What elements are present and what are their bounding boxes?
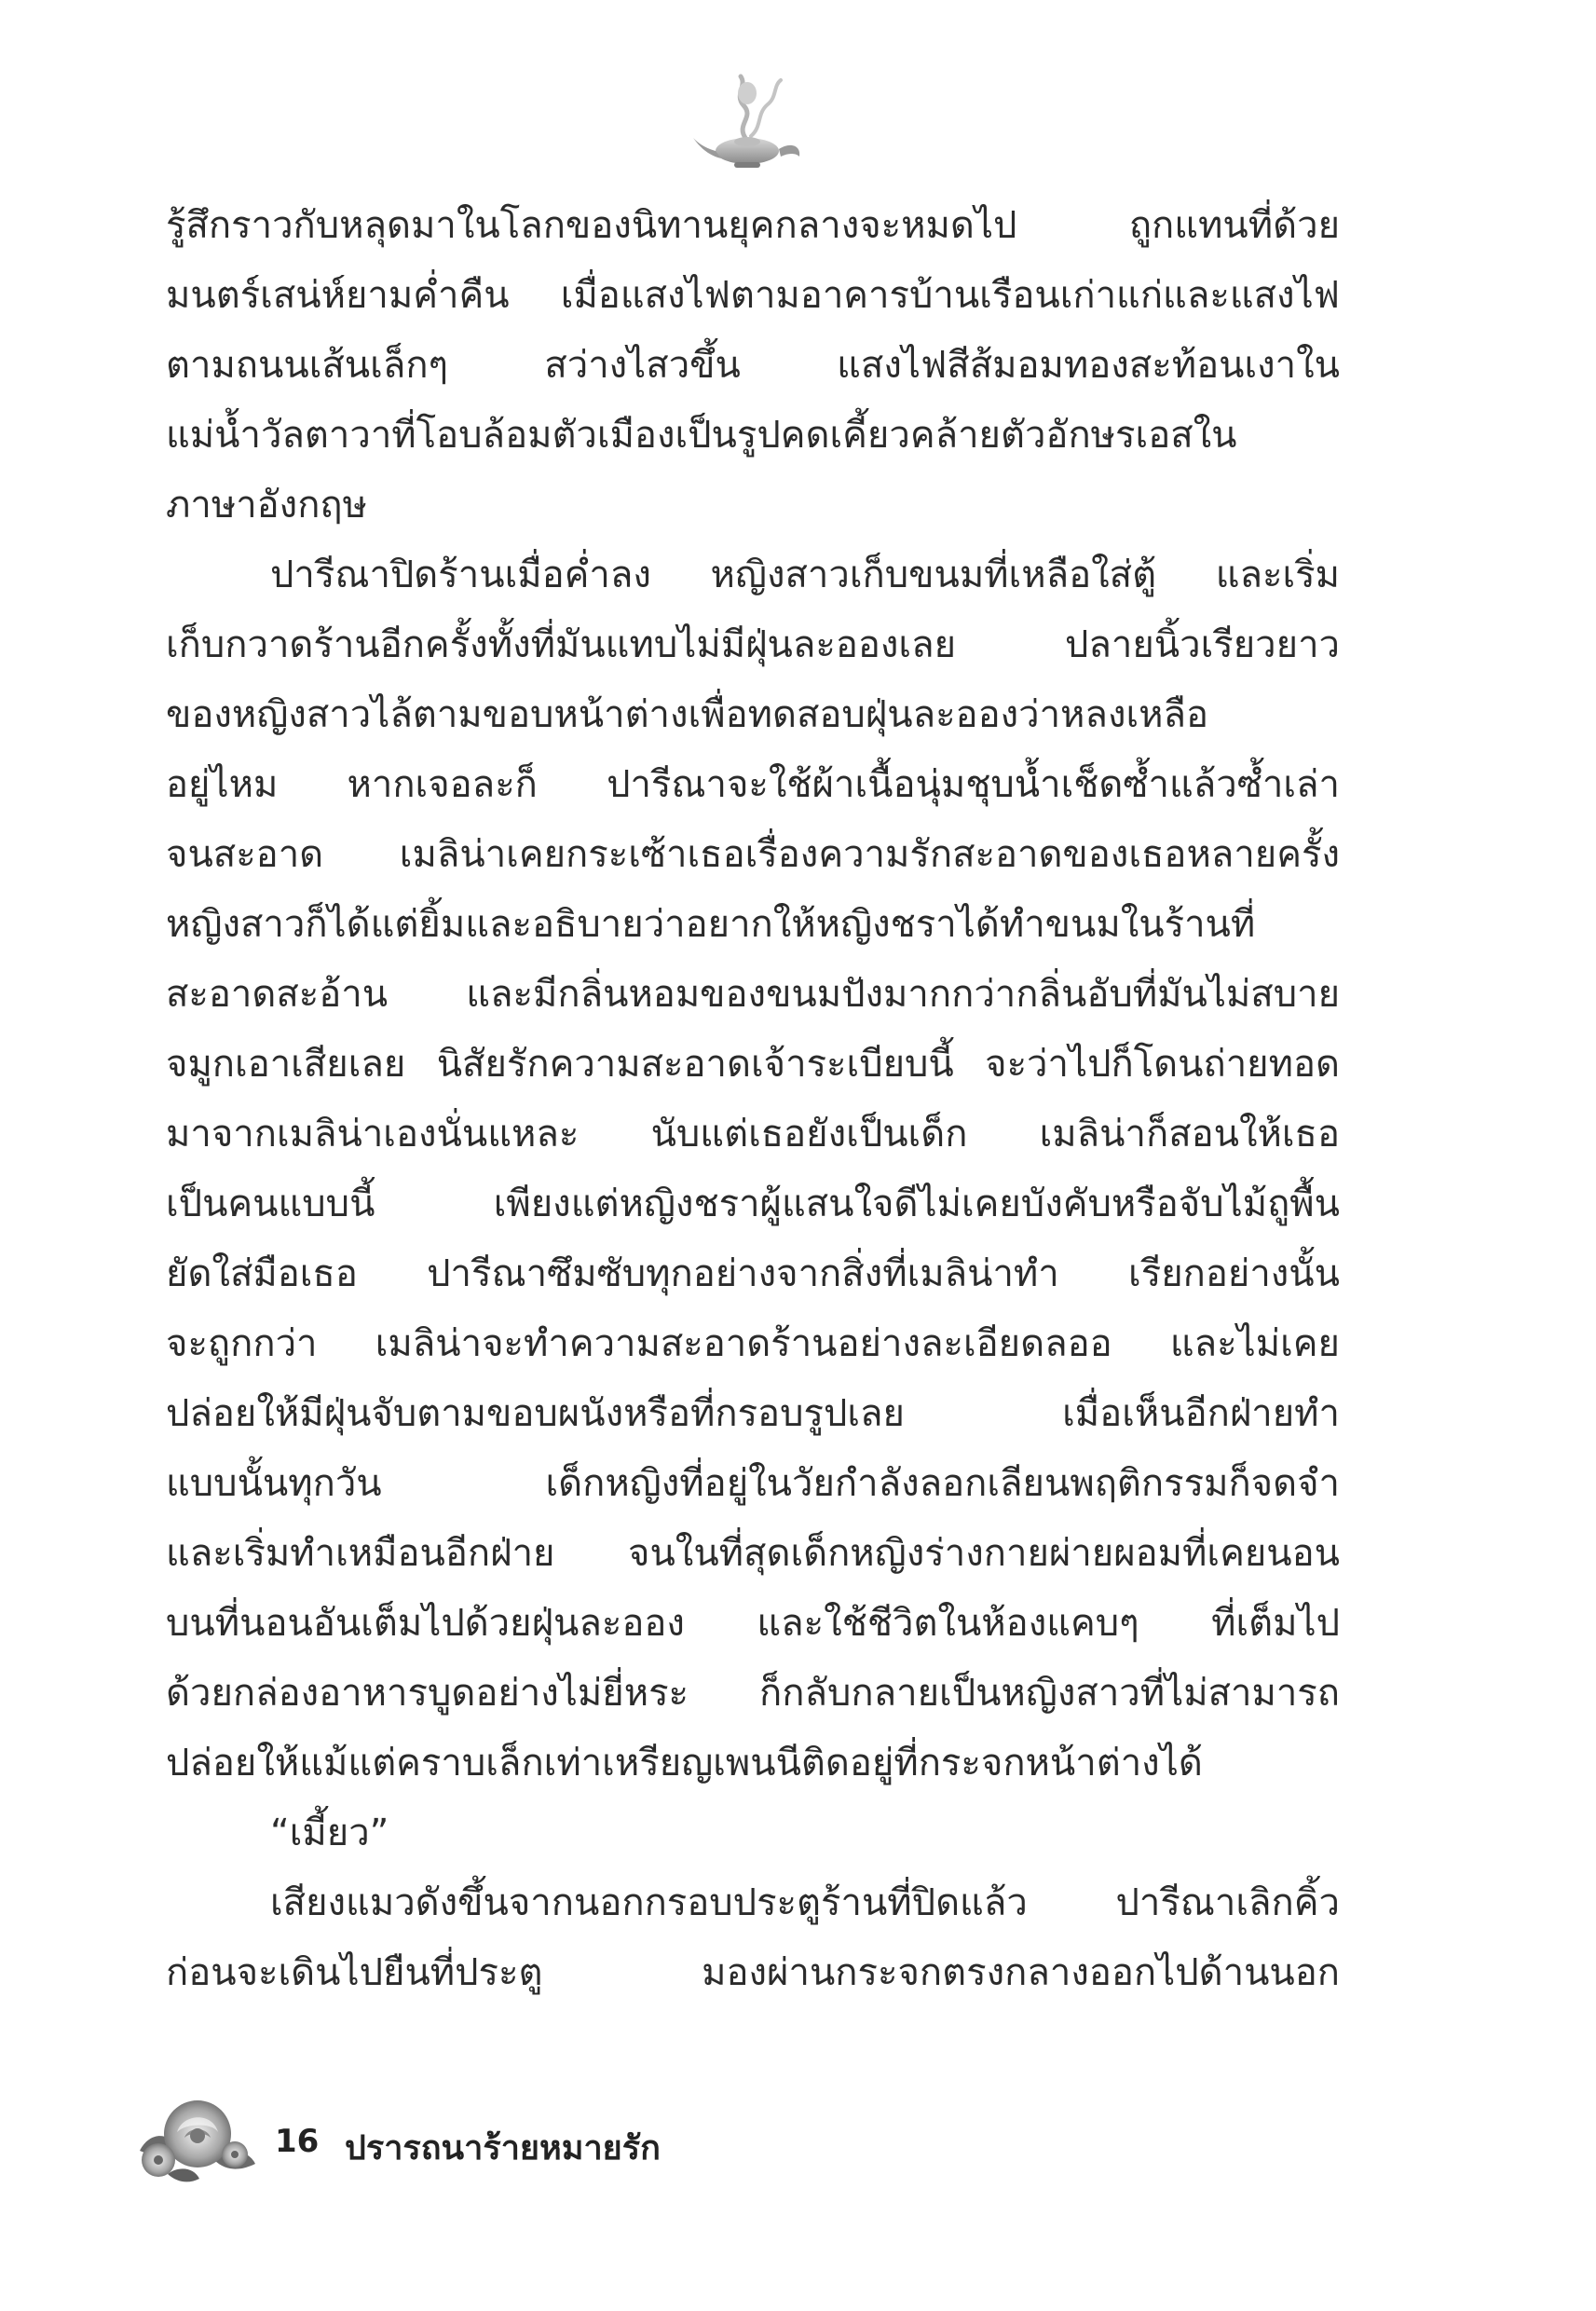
text-line: จนสะอาด เมลิน่าเคยกระเซ้าเธอเรื่องความรักสะอาดของเธอหลายครั้ง [166,833,1340,876]
text-line: ปารีณาปิดร้านเมื่อค่ำลง หญิงสาวเก็บขนมที่เหลือใส่ตู้ และเริ่ม [270,554,1340,596]
text-line: ก่อนจะเดินไปยืนที่ประตู มองผ่านกระจกตรงกลางออกไปด้านนอก [166,1951,1340,1994]
genie-lamp-icon [689,73,811,175]
text-line: เสียงแมวดังขึ้นจากนอกกรอบประตูร้านที่ปิดแล้ว ปารีณาเลิกคิ้ว [270,1881,1340,1924]
text-line: แม่น้ำวัลตาวาที่โอบล้อมตัวเมืองเป็นรูปคดเคี้ยวคล้ายตัวอักษรเอสใน [166,414,1237,457]
text-line: จะถูกกว่า เมลิน่าจะทำความสะอาดร้านอย่างละเอียดลออ และไม่เคย [166,1322,1340,1365]
text-line: ของหญิงสาวไล้ตามขอบหน้าต่างเพื่อทดสอบฝุ่นละอองว่าหลงเหลือ [166,693,1209,736]
text-line: เป็นคนแบบนี้ เพียงแต่หญิงชราผู้แสนใจดีไม่เคยบังคับหรือจับไม้ถูพื้น [166,1183,1340,1225]
text-line: มนตร์เสน่ห์ยามค่ำคืน เมื่อแสงไฟตามอาคารบ้านเรือนเก่าแก่และแสงไฟ [166,274,1340,317]
text-line: ปล่อยให้แม้แต่คราบเล็กเท่าเหรียญเพนนีติดอยู่ที่กระจกหน้าต่างได้ [166,1742,1203,1785]
text-line: ภาษาอังกฤษ [166,484,368,526]
page-footer [130,2085,969,2188]
text-line: อยู่ไหม หากเจอละก็ ปารีณาจะใช้ผ้าเนื้อนุ่มชุบน้ำเช็ดซ้ำแล้วซ้ำเล่า [166,763,1340,806]
text-line: รู้สึกราวกับหลุดมาในโลกของนิทานยุคกลางจะหมดไป ถูกแทนที่ด้วย [166,204,1340,247]
text-line: มาจากเมลิน่าเองนั่นแหละ นับแต่เธอยังเป็นเด็ก เมลิน่าก็สอนให้เธอ [166,1113,1340,1156]
running-title: ปรารถนาร้ายหมายรัก [345,2129,661,2167]
text-line: แบบนั้นทุกวัน เด็กหญิงที่อยู่ในวัยกำลังลอกเลียนพฤติกรรมก็จดจำ [166,1462,1340,1505]
text-line: จมูกเอาเสียเลย นิสัยรักความสะอาดเจ้าระเบียบนี้ จะว่าไปก็โดนถ่ายทอด [166,1043,1340,1086]
body-text [166,191,1340,2008]
text-line: ด้วยกล่องอาหารบูดอย่างไม่ยี่หระ ก็กลับกลายเป็นหญิงสาวที่ไม่สามารถ [166,1672,1340,1715]
text-line: ตามถนนเส้นเล็กๆ สว่างไสวขึ้น แสงไฟสีส้มอมทองสะท้อนเงาใน [166,344,1340,387]
text-line: หญิงสาวก็ได้แต่ยิ้มและอธิบายว่าอยากให้หญิงชราได้ทำขนมในร้านที่ [166,903,1256,946]
roses-icon [130,2085,261,2188]
text-line: สะอาดสะอ้าน และมีกลิ่นหอมของขนมปังมากกว่ากลิ่นอับที่มันไม่สบาย [166,973,1340,1016]
page-number: 16 [275,2123,320,2160]
text-line: ยัดใส่มือเธอ ปารีณาซึมซับทุกอย่างจากสิ่งที่เมลิน่าทำ เรียกอย่างนั้น [166,1252,1340,1295]
text-line: ปล่อยให้มีฝุ่นจับตามขอบผนังหรือที่กรอบรูปเลย เมื่อเห็นอีกฝ่ายทำ [166,1392,1340,1435]
text-line: เก็บกวาดร้านอีกครั้งทั้งที่มันแทบไม่มีฝุ่นละอองเลย ปลายนิ้วเรียวยาว [166,623,1340,666]
text-line: บนที่นอนอันเต็มไปด้วยฝุ่นละออง และใช้ชีวิตในห้องแคบๆ ที่เต็มไป [166,1602,1340,1645]
dialogue-line: “เมี้ยว” [270,1812,389,1854]
text-line: และเริ่มทำเหมือนอีกฝ่าย จนในที่สุดเด็กหญิงร่างกายผ่ายผอมที่เคยนอน [166,1532,1340,1575]
